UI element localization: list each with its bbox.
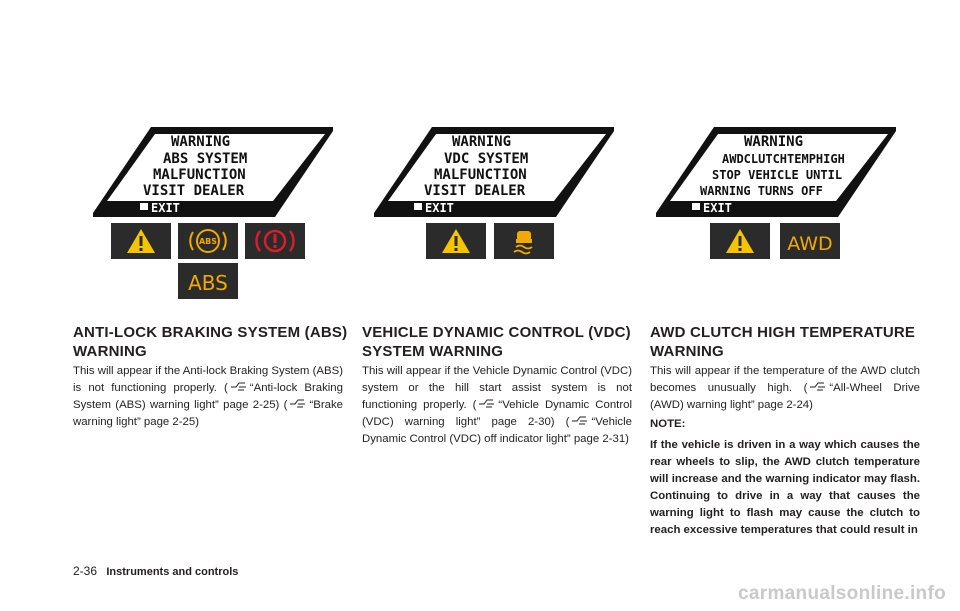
warning-triangle-icon — [710, 223, 770, 259]
vdc-exit-label: EXIT — [425, 201, 454, 215]
vdc-reference-1[interactable]: “Vehicle Dynamic Control (VDC) warning light” page 2-30) ( — [362, 399, 632, 428]
warning-triangle-icon — [111, 223, 171, 259]
vdc-indicator-icons — [426, 223, 556, 259]
abs-exit-label: EXIT — [151, 201, 180, 215]
svg-text:ABS: ABS — [188, 271, 228, 295]
vdc-display-line-1: WARNING — [452, 134, 512, 150]
vdc-display-line-3: MALFUNCTION — [434, 167, 527, 183]
awd-section-title: AWD CLUTCH HIGH TEMPERATURE WARNING — [650, 324, 916, 360]
svg-text:AWD: AWD — [787, 233, 833, 255]
awd-display-line-3: STOP VEHICLE UNTIL — [712, 168, 843, 182]
vdc-body-text: This will appear if the Vehicle Dynamic Control (VDC) system or the hill start assist system is not functioning properly. ( “Vehicle Dynamic Control (VDC) warning light” page 2-30) ( “Vehicle Dynamic Control (VDC) off indicator light” page 2-31) — [362, 365, 632, 445]
abs-text-icon — [178, 263, 238, 299]
awd-body-text: This will appear if the temperature of the AWD clutch becomes unusually high. ( “All-Wheel Drive (AWD) warning light” page 2-24) — [650, 365, 920, 411]
page-reference-icon — [230, 381, 248, 392]
exit-pointer-icon — [414, 203, 422, 210]
vdc-reference-2[interactable]: “Vehicle Dynamic Control (VDC) off indicator light” page 2-31) — [362, 416, 632, 445]
page-footer — [73, 563, 238, 580]
awd-note-text: If the vehicle is driven in a way which causes the rear wheels to slip, the AWD clutch temperature will increase and the warning indicator may flash. Continuing to drive in a way that causes the warning light to flash may cause the clutch to reach excessive temperatures that could result in — [650, 439, 920, 536]
abs-ring-icon — [178, 223, 238, 259]
awd-reference-1[interactable]: “All-Wheel Drive (AWD) warning light” page 2-24) — [650, 382, 920, 411]
abs-reference-2[interactable]: “Brake warning light” page 2-25) — [73, 399, 343, 428]
vdc-warning-display — [374, 127, 614, 217]
watermark: carmanualsonline.info — [738, 583, 946, 604]
page-number: 2-36 — [73, 564, 98, 578]
page-reference-icon — [289, 398, 307, 409]
awd-indicator-icons — [710, 223, 842, 259]
abs-reference-1[interactable]: “Anti-lock Braking System (ABS) warning light” page 2-25) ( — [73, 382, 343, 411]
page-reference-icon — [571, 415, 589, 426]
abs-display-line-4: VISIT DEALER — [143, 183, 245, 199]
awd-display-line-2: AWDCLUTCHTEMPHIGH — [722, 152, 845, 166]
warning-triangle-icon — [426, 223, 486, 259]
brake-warning-icon — [245, 223, 305, 259]
exit-pointer-icon — [140, 203, 148, 210]
exit-pointer-icon — [692, 203, 700, 210]
vdc-skid-icon — [494, 223, 554, 259]
awd-display-line-1: WARNING — [744, 134, 804, 150]
awd-display-line-4: WARNING TURNS OFF — [700, 184, 823, 198]
abs-display-line-1: WARNING — [171, 134, 231, 150]
awd-text-icon — [780, 223, 840, 259]
svg-text:ABS: ABS — [198, 237, 218, 246]
page-reference-icon — [809, 381, 827, 392]
abs-section-title: ANTI-LOCK BRAKING SYSTEM (ABS) WARNING — [73, 324, 348, 360]
abs-indicator-icons — [111, 223, 307, 299]
awd-note-label: NOTE: — [650, 418, 686, 430]
awd-warning-display — [656, 127, 896, 217]
abs-warning-display — [93, 127, 333, 217]
vdc-display-line-2: VDC SYSTEM — [444, 151, 529, 167]
chapter-title: Instruments and controls — [106, 566, 239, 578]
vdc-section-title: VEHICLE DYNAMIC CONTROL (VDC) SYSTEM WARNING — [362, 324, 631, 360]
abs-body-text: This will appear if the Anti-lock Braking System (ABS) is not functioning properly. ( “Anti-lock Braking System (ABS) warning light” page 2-25) ( “Brake warning light” page 2-25) — [73, 365, 343, 428]
awd-exit-label: EXIT — [703, 201, 732, 215]
abs-display-line-2: ABS SYSTEM — [163, 151, 248, 167]
abs-display-line-3: MALFUNCTION — [153, 167, 246, 183]
vdc-display-line-4: VISIT DEALER — [424, 183, 526, 199]
page-reference-icon — [478, 398, 496, 409]
